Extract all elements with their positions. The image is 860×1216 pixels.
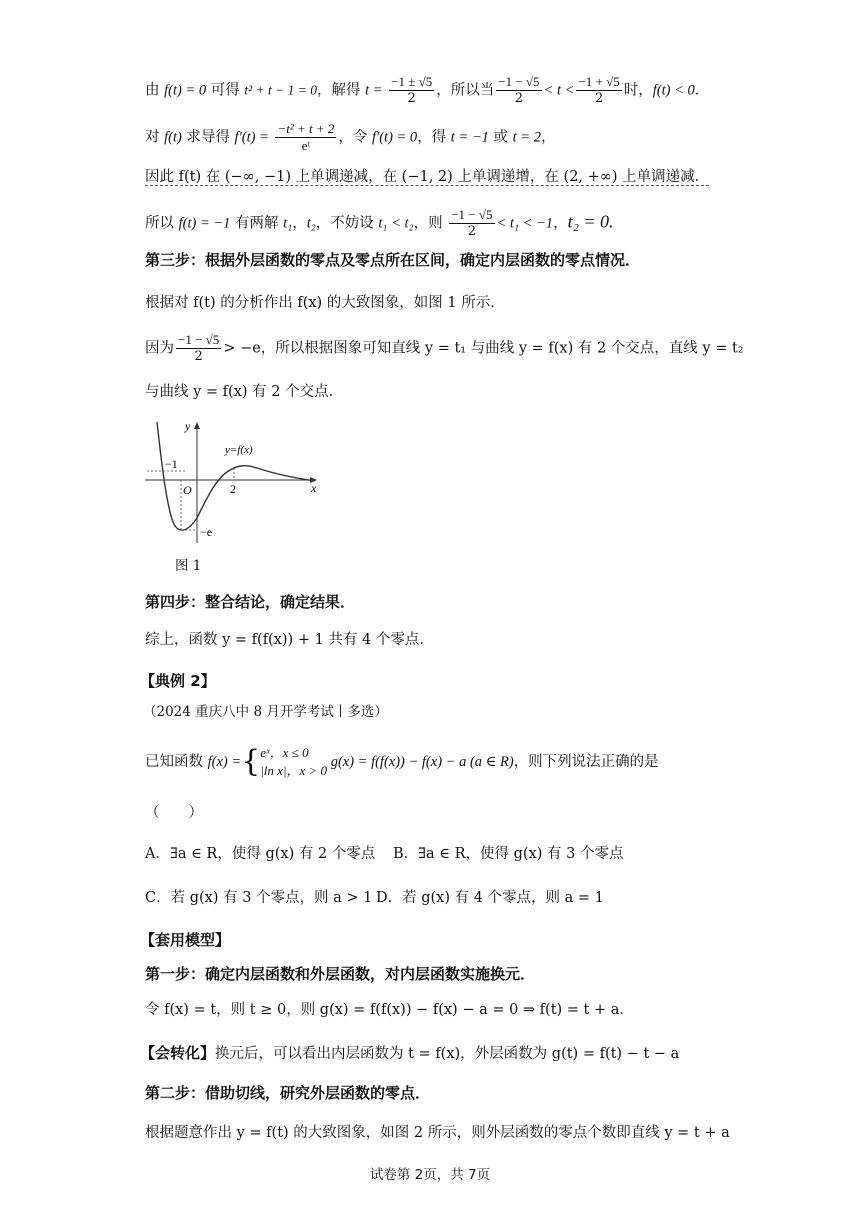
fraction: $\frac{-1 + √5}{2}$ [578, 74, 620, 106]
text: ， [540, 129, 556, 146]
math-expr: t₂ = 0. [567, 211, 614, 232]
solution-line-1 [145, 74, 709, 107]
figure-1 [145, 418, 335, 568]
math-expr: t² + t − 1 = 0 [244, 82, 317, 98]
fraction: $\frac{\text{−t² + t + 2}}{\text{eᵗ}}$ [277, 121, 335, 153]
math-expr: t = −1 [450, 129, 489, 146]
last-line: 根据题意作出 y = f(t) 的大致图象，如图 2 所示，则外层函数的零点个数即直线 y = t + a [145, 1125, 730, 1141]
text: ， [553, 215, 568, 232]
step-3-heading: 第三步：根据外层函数的零点及零点所在区间，确定内层函数的零点情况． [145, 251, 641, 269]
text: 有两解 [230, 215, 284, 232]
solution-line-4 [145, 207, 613, 240]
text: ，得 [417, 129, 451, 146]
tick-neg-e-label: −e [200, 525, 213, 539]
example-source: （2024 重庆八中 8 月开学考试丨多选） [143, 704, 388, 720]
text: ． [694, 82, 710, 99]
fraction: $\frac{-1 - √5}{2}$ [178, 332, 220, 364]
text: 求导得 [181, 129, 235, 146]
text: 已知函数 [145, 754, 208, 770]
step-2-heading: 第二步：借助切线，研究外层函数的零点． [145, 1084, 431, 1102]
page-footer: 试卷第 2页，共 7页 [369, 1167, 491, 1183]
text: 对 [145, 129, 165, 146]
text: ，则下列说法正确的是 [513, 754, 659, 770]
text: 所以 [145, 215, 179, 232]
text: ， [292, 215, 307, 232]
conclusion-line: 综上，函数 y = f(f(x)) + 1 共有 4 个零点． [145, 632, 434, 648]
solution-line-2 [145, 121, 555, 154]
origin-label: O [183, 483, 192, 497]
math-expr: t = 2 [512, 129, 541, 146]
text: > −e，所以根据图象可知直线 y = t₁ 与曲线 y = f(x) 有 2 个交点，直线 y = t₂ [223, 340, 744, 357]
solution-line-6: 根据对 f(t) 的分析作出 f(x) 的大致图象，如图 1 所示． [145, 295, 505, 311]
figure-1-caption: 图 1 [175, 558, 202, 574]
text: 或 [488, 129, 513, 146]
math-expr: f(x) = [207, 754, 242, 770]
step-4-heading: 第四步：整合结论，确定结果． [145, 593, 356, 611]
option-b: B．∃a ∈ R，使得 g(x) 有 3 个零点 [393, 846, 624, 862]
step-1-heading: 第一步：确定内层函数和外层函数，对内层函数实施换元． [145, 965, 536, 983]
x-axis-label: x [311, 481, 317, 495]
math-expr: f(t) < 0 [652, 82, 695, 99]
math-expr: f′(t) = [234, 129, 269, 146]
y-axis-label: y [185, 419, 191, 433]
answer-paren: （ ） [145, 805, 203, 821]
example-2-heading: 【典例 2】 [140, 672, 216, 690]
y-axis-arrow [194, 422, 200, 429]
text: ，令 [338, 129, 373, 146]
function-graph [145, 418, 335, 568]
text: ，解得 [316, 82, 366, 99]
tick-neg1-label: −1 [165, 457, 178, 471]
math-expr: f(t) [164, 129, 182, 146]
conversion-label: 【会转化】 [140, 1044, 216, 1062]
math-expr: t₁ < t₂ [378, 215, 414, 232]
option-c: C．若 g(x) 有 3 个零点，则 a > 1 [145, 890, 373, 906]
curve-label: y=f(x) [225, 444, 253, 456]
option-a: A．∃a ∈ R，使得 g(x) 有 2 个零点 [145, 846, 376, 862]
question-stem [145, 744, 659, 780]
model-heading: 【套用模型】 [140, 931, 231, 949]
option-d: D．若 g(x) 有 4 个零点，则 a = 1 [376, 890, 604, 906]
math-expr: g(x) = f(f(x)) − f(x) − a (a ∈ R) [327, 754, 514, 770]
fraction: $\frac{-1 \pm √5}{2}$ [391, 74, 433, 106]
math-expr: f(t) = 0 [164, 82, 207, 99]
solution-line-8: 与曲线 y = f(x) 有 2 个交点． [145, 384, 344, 400]
text: 可得 [206, 82, 245, 99]
math-expr: < t₁ < −1 [496, 215, 554, 232]
solution-line-7 [145, 332, 744, 365]
text: 由 [145, 82, 165, 99]
text: 时， [623, 82, 653, 99]
conversion-line [140, 1043, 679, 1064]
piecewise-cases: eˣ，x ≤ 0 |ln x|，x > 0 [260, 745, 328, 778]
text: ，则 [413, 215, 448, 232]
text: ，不妨设 [315, 215, 379, 232]
math-expr: t₂ [306, 215, 316, 232]
math-expr: f(t) = −1 [178, 215, 231, 232]
text: 因此 f(t) 在 (−∞, −1) 上单调递减，在 (−1, 2) 上单调递增，在 (2, +∞) 上单调递减． [145, 169, 710, 185]
math-expr: t = [365, 82, 383, 99]
math-expr: t₁ [283, 215, 293, 232]
fraction: $\frac{-1 - √5}{2}$ [498, 74, 540, 106]
text: ，所以当 [436, 82, 495, 99]
solution-line-3 [145, 167, 709, 187]
text: 因为 [145, 340, 174, 357]
substitution-line: 令 f(x) = t，则 t ≥ 0，则 g(x) = f(f(x)) − f(x) − a = 0 ⇒ f(t) = t + a． [145, 1002, 634, 1018]
fraction: $\frac{-1 - √5}{2}$ [451, 207, 493, 239]
tick-2-label: 2 [230, 482, 236, 496]
math-expr: f′(t) = 0 [372, 129, 418, 146]
text: 换元后，可以看出内层函数为 t = f(x)，外层函数为 g(t) = f(t) − t − a [215, 1046, 680, 1062]
math-expr: < t < [543, 82, 575, 99]
brace: { [241, 744, 261, 779]
